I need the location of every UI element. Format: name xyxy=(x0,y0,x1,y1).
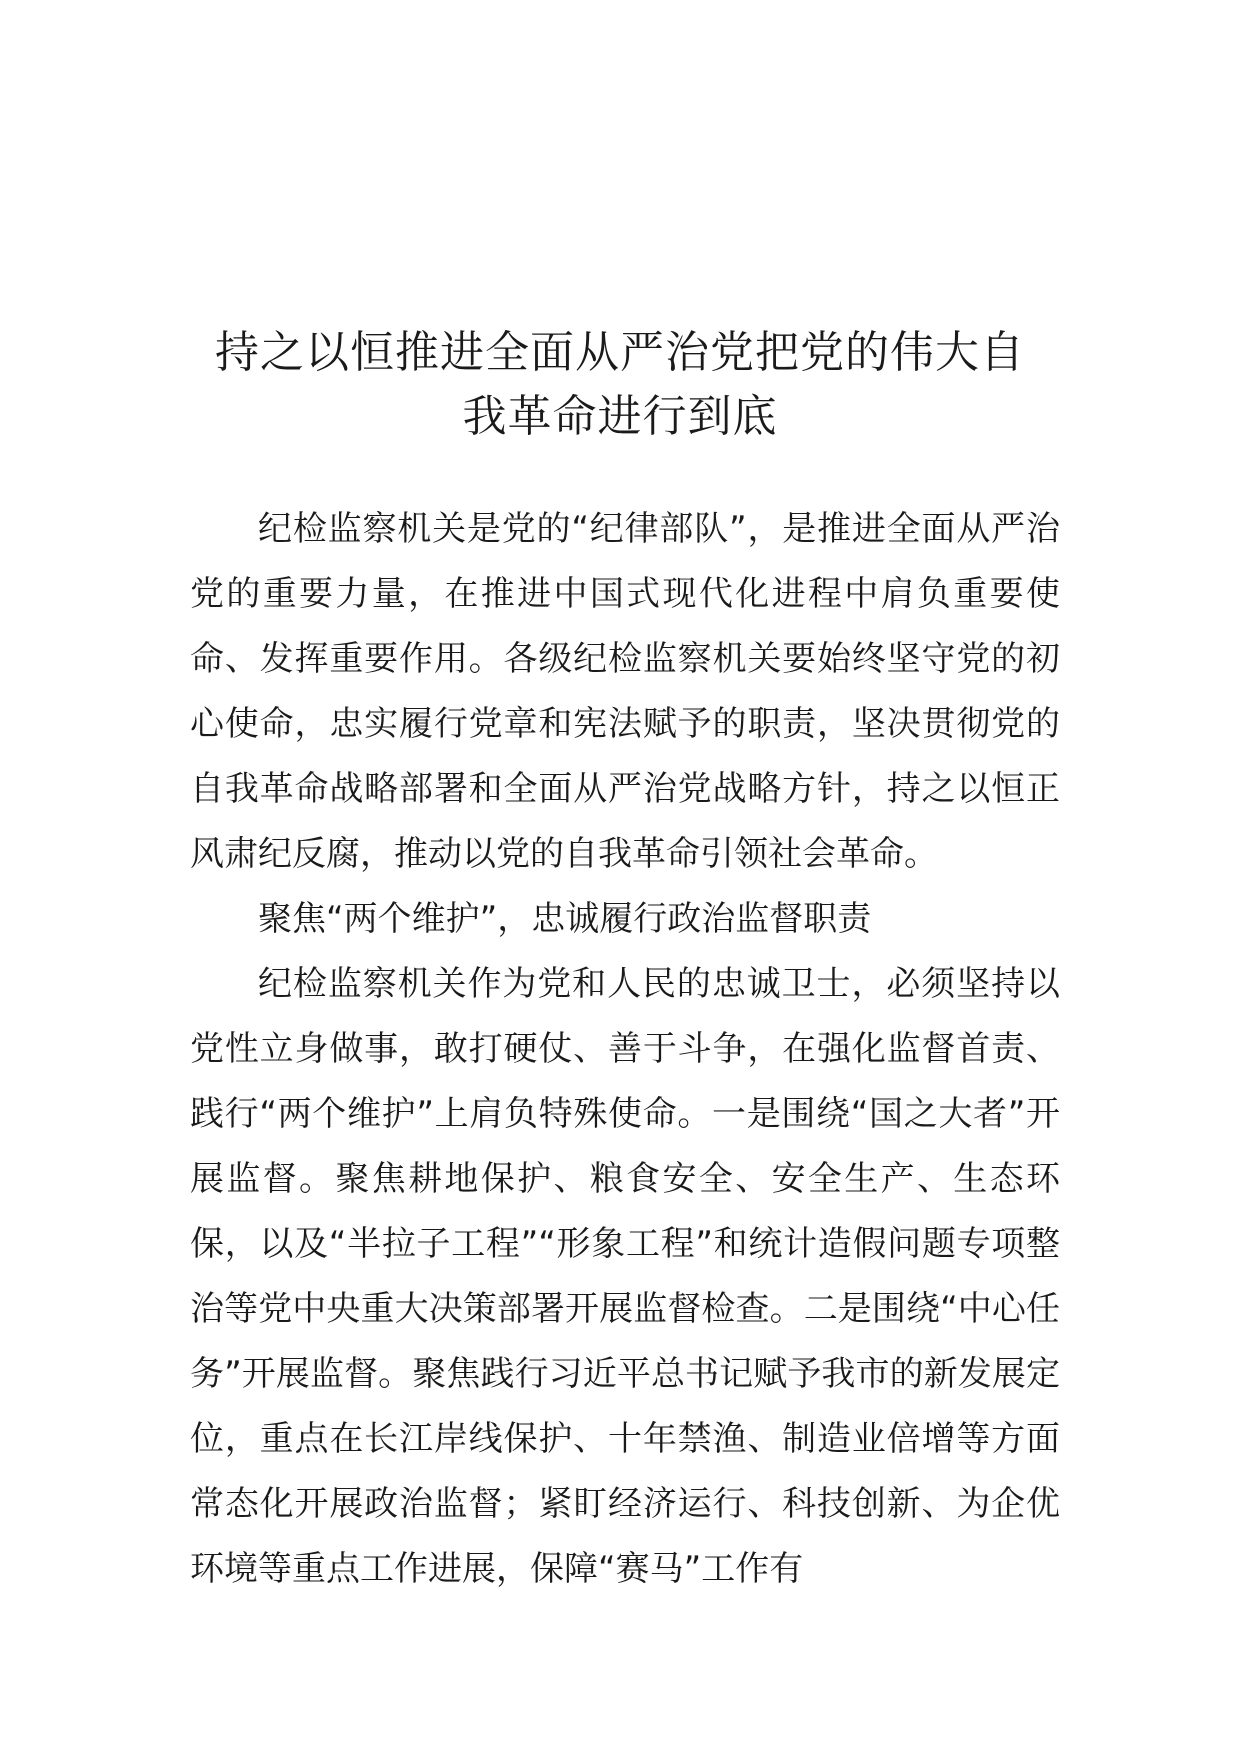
section-heading: 聚焦“两个维护”，忠诚履行政治监督职责 xyxy=(258,899,872,939)
paragraph-political-supervision: 纪检监察机关作为党和人民的忠诚卫士，必须坚持以党性立身做事，敢打硬仗、善于斗争，在强化监督首责、践行“两个维护”上肩负特殊使命。一是围绕“国之大者”开展监督。聚焦耕地保护、粮食安全、安全生产、生态环保，以及“半拉子工程”“形象工程”和统计造假问题专项整治等党中央重大决策部署开展监督检查。二是围绕“中心任务”开展监督。聚焦践行习近平总书记赋予我市的新发展定位，重点在长江岸线保护、十年禁渔、制造业倍增等方面常态化开展政治监督；紧盯经济运行、科技创新、为企优环境等重点工作进展，保障“赛马”工作有 xyxy=(190,964,1060,1589)
title-line-1: 持之以恒推进全面从严治党把党的伟大自 xyxy=(215,327,1025,379)
document-title xyxy=(190,321,1050,449)
title-line-2: 我革命进行到底 xyxy=(462,391,778,443)
document-body xyxy=(190,497,1060,1602)
paragraph-intro: 纪检监察机关是党的“纪律部队”，是推进全面从严治党的重要力量，在推进中国式现代化进程中肩负重要使命、发挥重要作用。各级纪检监察机关要始终坚守党的初心使命，忠实履行党章和宪法赋予的职责，坚决贯彻党的自我革命战略部署和全面从严治党战略方针，持之以恒正风肃纪反腐，推动以党的自我革命引领社会革命。 xyxy=(190,509,1060,874)
